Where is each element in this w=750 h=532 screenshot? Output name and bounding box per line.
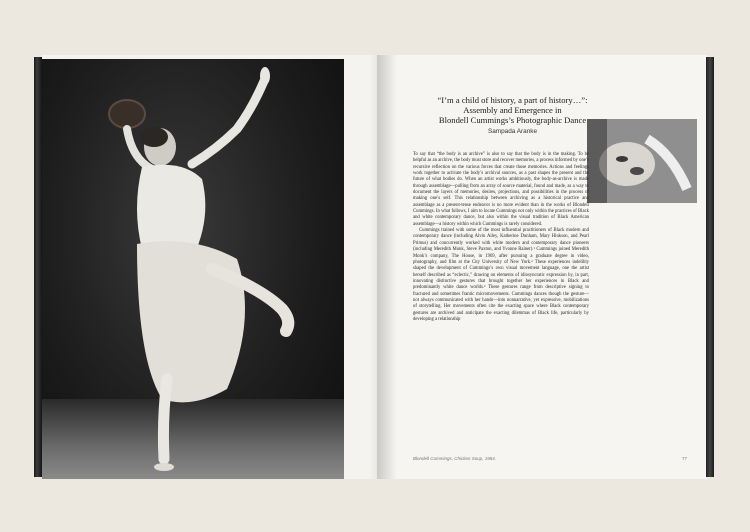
book-edge-right	[706, 57, 714, 477]
title-line-2: Assembly and Emergence in	[463, 105, 562, 116]
page-number: 77	[681, 456, 687, 461]
dancer-figure	[42, 59, 344, 479]
article-body	[413, 152, 589, 323]
photo-caption: Blondell Cummings, Chicken Soup, 1984.	[413, 456, 497, 461]
article-title	[425, 95, 600, 126]
author-name: Sampada Aranke	[487, 128, 538, 135]
right-page	[377, 55, 707, 479]
book-edge-left	[34, 57, 42, 477]
paragraph: Cummings trained with some of the most influential practitioners of Black modern and contemporary dance (including Alvin Ailey, Katherine Dunham, Mary Hinkson, and Pearl Primus) and concurrently worked with white modern and contemporary dance pioneers (including Meredith Monk, Steve Paxton, and Yvonne Rainer).¹ Cummings joined Meredith Monk’s company, The House, in 1969, after pursuing a graduate degree in video, photography, and film at the City University of New York.² These experiences indelibly shaped the development of Cummings’s own visual movement language, one the artist herself described as “eclectic,” drawing on elements of idiosyncratic expression by, in part, innovating distinctive gestures that brought together her experiences in Black and predominantly white dance worlds.³ These gestures range from descriptive signing to fractured and sometimes frantic micromovements. Cummings dances though the gesture—not always communicated with her hands—into nonnarrative, yet expressive, mobilizations of storytelling. Her movements often cite the exacting space where Black contemporary gestures are archived and anticipate the exacting dilemmas of Black life, particularly by developing a relationship	[413, 228, 589, 322]
open-book	[34, 55, 714, 479]
face-closeup-photo	[587, 119, 697, 203]
paragraph: To say that “the body is an archive” is also to say that the body is in the making. To be helpful as an archive, the body must store and recover memories, a process informed by one’s recursive reflection on the various forces that create those memories. Actions and feelings work together to activate the body’s archival sources, as a past shapes the present and the future of what bodies do. When an artist works ambitiously, the body-as-archive is made through assemblage—pulling from an array of source material, found and made, as a way to document the layers of memories, desires, projections, and possibilities in the process of making one’s self. This relationship between archiving as a historical practice and assemblage as a present-tense endeavor is no more evident than in the works of Blondell Cummings. In what follows, I aim to locate Cummings not only within the practices of Black and white contemporary dance, but also within the visual tradition of Black American assemblage—a history within which Cummings is rarely considered.	[413, 152, 589, 227]
title-line-3: Blondell Cummings’s Photographic Dance	[438, 115, 587, 126]
dancer-photo	[42, 59, 344, 479]
right-gutter-shadow	[377, 55, 397, 479]
title-line-1: “I’m a child of history, a part of history…”:	[437, 95, 588, 105]
